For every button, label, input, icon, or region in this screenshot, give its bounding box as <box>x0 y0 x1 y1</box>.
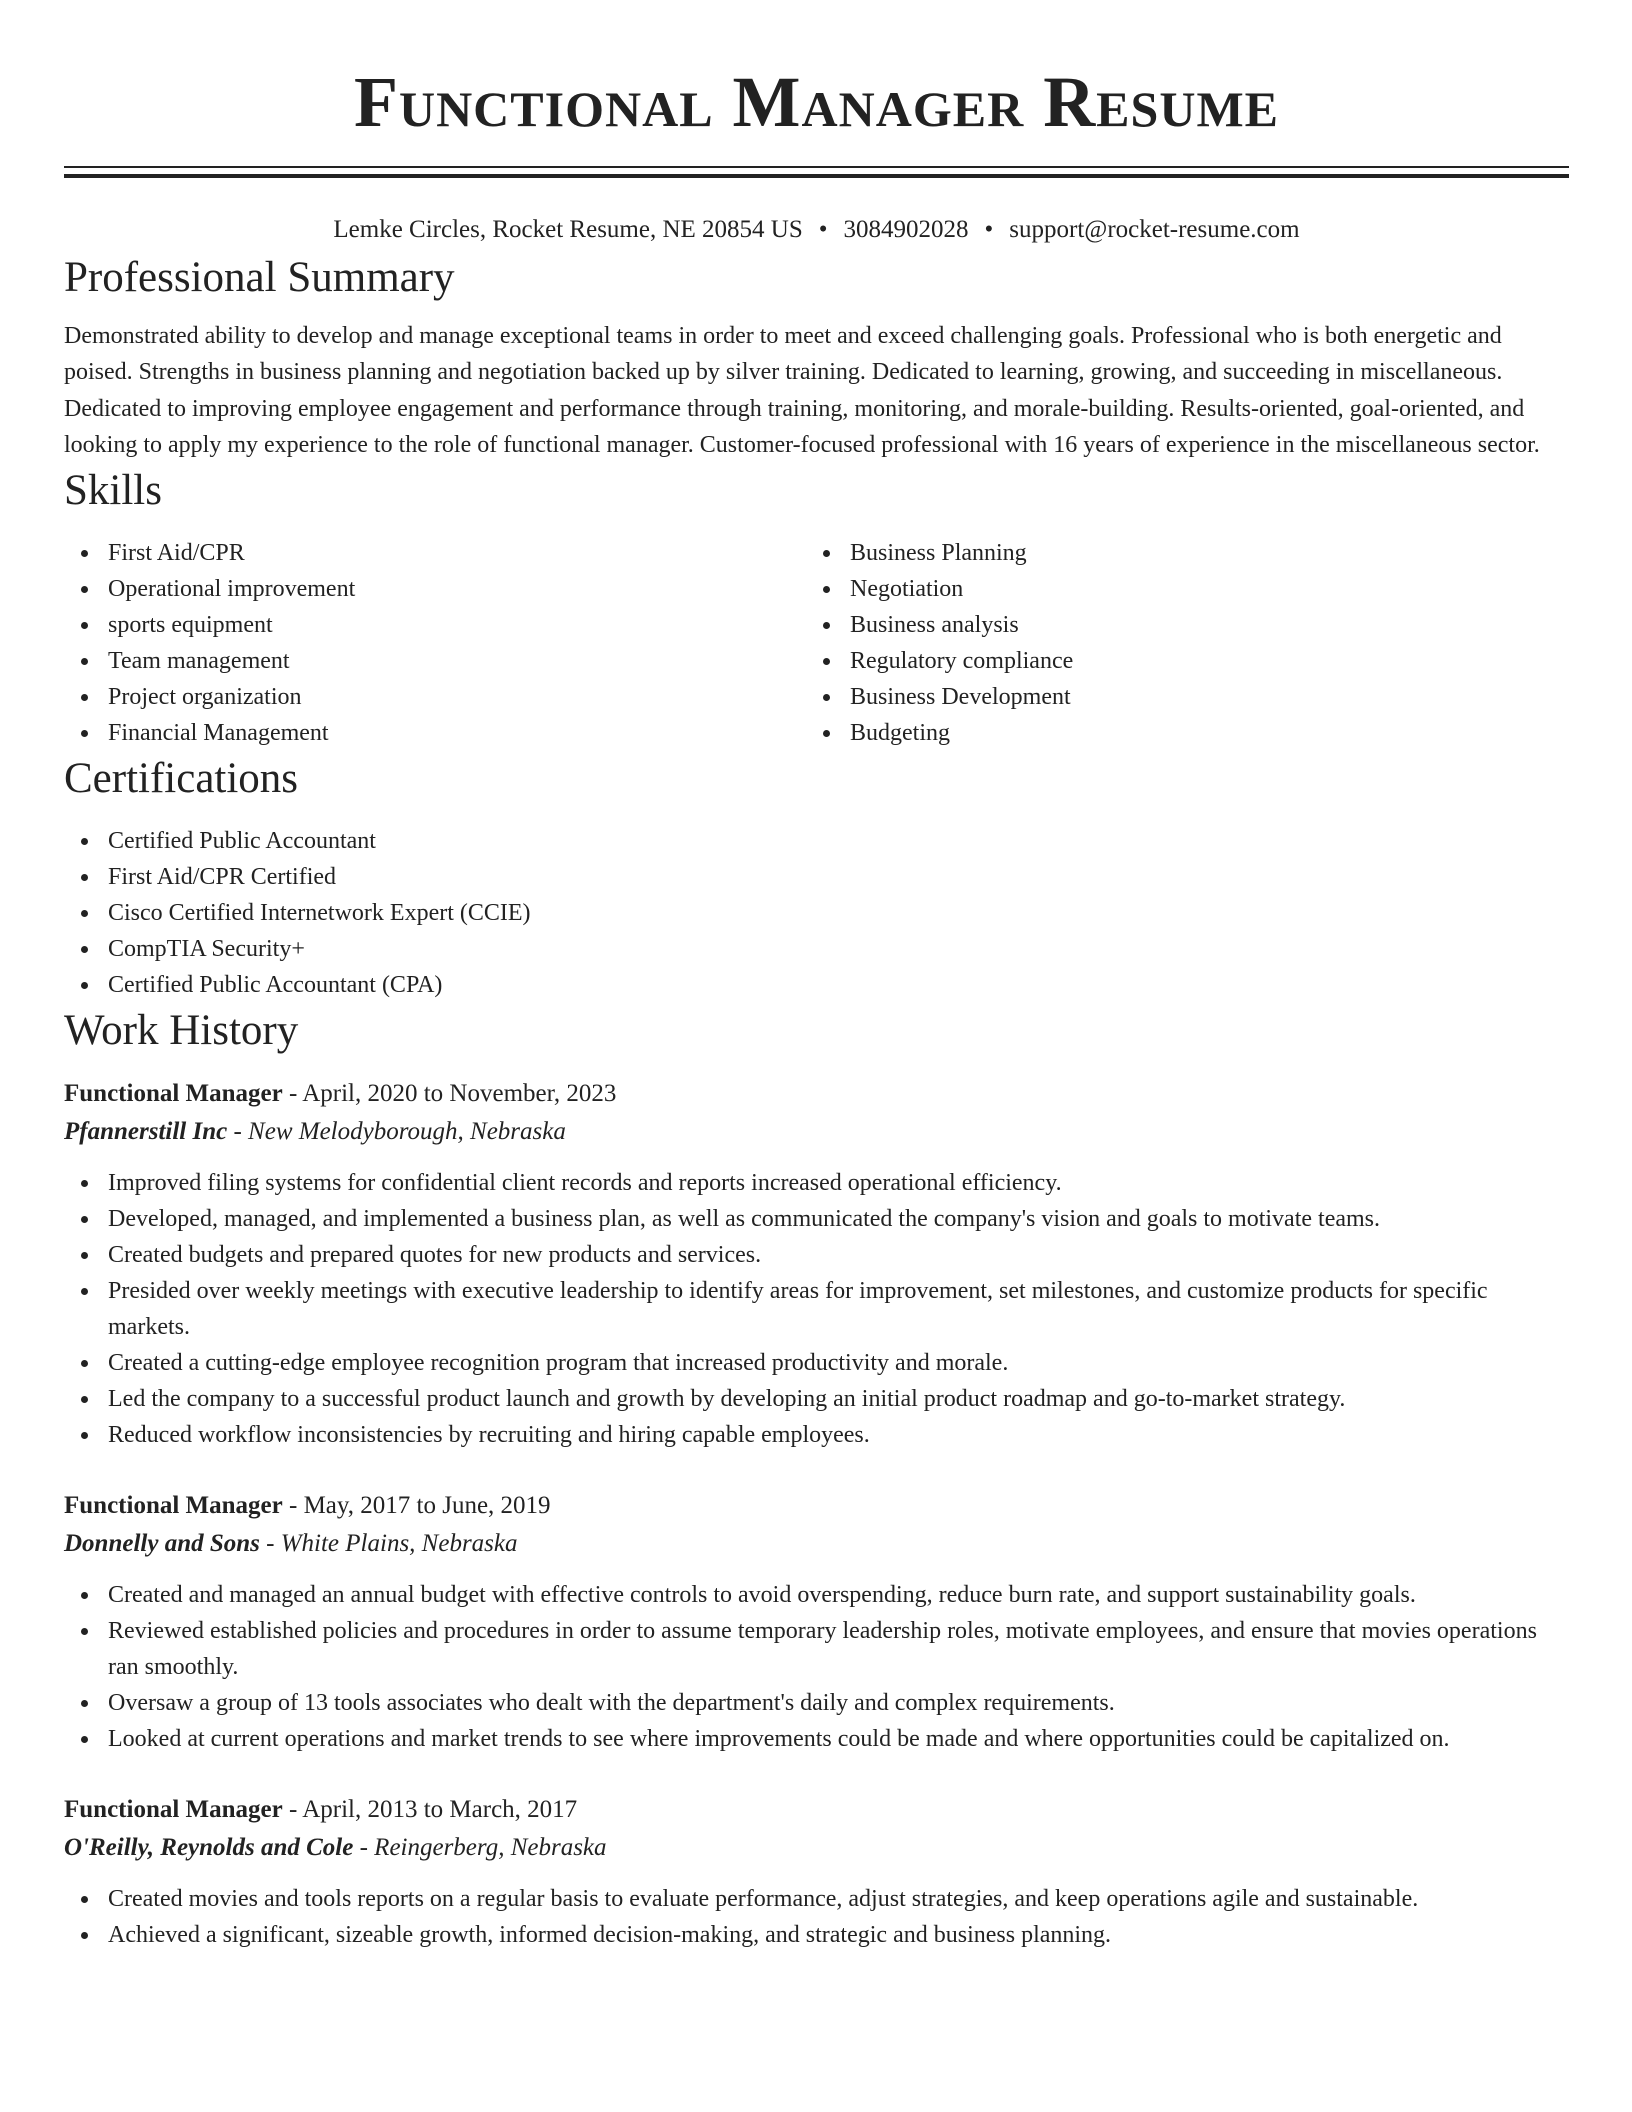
summary-text: Demonstrated ability to develop and manage exceptional teams in order to meet and exceed challenging goals. Professional who is both energetic and poised. Strengths in business planning and negotiation backed up by silver training. Dedicated to learning, growing, and succeeding in miscellaneous. Dedicated to improving employee engagement and performance through training, monitoring, and morale-building. Results-oriented, goal-oriented, and looking to apply my experience to the role of functional manager. Customer-focused professional with 16 years of experience in the miscellaneous sector. <box>64 323 1540 458</box>
certification-item: Certified Public Accountant <box>64 823 1569 859</box>
job-bullet: Improved filing systems for confidential client records and reports increased operational efficiency. <box>64 1165 1569 1201</box>
job-bullet: Created and managed an annual budget with effective controls to avoid overspending, reduce burn rate, and support sustainability goals. <box>64 1577 1569 1613</box>
skill-item: Operational improvement <box>64 571 806 607</box>
certifications-list <box>64 823 1569 1003</box>
skill-item: Regulatory compliance <box>806 643 1548 679</box>
job-bullet: Achieved a significant, sizeable growth, informed decision-making, and strategic and business planning. <box>64 1917 1569 1953</box>
job-bullets <box>64 1881 1569 1953</box>
certification-item: First Aid/CPR Certified <box>64 859 1569 895</box>
job-dates: - April, 2013 to March, 2017 <box>282 1796 578 1824</box>
certification-item: Certified Public Accountant (CPA) <box>64 967 1569 1003</box>
resume-title: Functional Manager Resume <box>353 62 1279 142</box>
job-bullet: Created budgets and prepared quotes for new products and services. <box>64 1237 1569 1273</box>
job-bullet: Led the company to a successful product launch and growth by developing an initial product roadmap and go-to-market strategy. <box>64 1381 1569 1417</box>
job-location: - New Melodyborough, Nebraska <box>227 1118 566 1146</box>
contact-phone: 3084902028 <box>843 216 969 243</box>
job-employer <box>64 1525 1569 1563</box>
skill-item: Team management <box>64 643 806 679</box>
job-bullet: Reduced workflow inconsistencies by recruiting and hiring capable employees. <box>64 1417 1569 1453</box>
job-company: Pfannerstill Inc <box>64 1118 228 1146</box>
skill-item: First Aid/CPR <box>64 535 806 571</box>
job-company: Donnelly and Sons <box>64 1530 260 1558</box>
resume-page <box>64 0 1569 1953</box>
contact-separator: • <box>984 216 994 243</box>
certification-item: Cisco Certified Internetwork Expert (CCIE) <box>64 895 1569 931</box>
job-dates: - April, 2020 to November, 2023 <box>282 1080 617 1108</box>
skill-item: Business Planning <box>806 535 1548 571</box>
skill-item: Project organization <box>64 679 806 715</box>
skills-columns <box>64 535 1569 751</box>
contact-line <box>64 210 1569 250</box>
summary-heading: Professional Summary <box>64 254 455 301</box>
skill-item: Business analysis <box>806 607 1548 643</box>
job-bullet: Oversaw a group of 13 tools associates who dealt with the department's daily and complex requirements. <box>64 1685 1569 1721</box>
job-bullet: Reviewed established policies and procedures in order to assume temporary leadership roles, motivate employees, and ensure that movies operations ran smoothly. <box>64 1613 1569 1685</box>
certification-item: CompTIA Security+ <box>64 931 1569 967</box>
skill-item: sports equipment <box>64 607 806 643</box>
contact-separator: • <box>818 216 828 243</box>
job-title: Functional Manager <box>64 1796 283 1824</box>
job-bullet: Presided over weekly meetings with executive leadership to identify areas for improvement, set milestones, and customize products for specific markets. <box>64 1273 1569 1345</box>
job-company: O'Reilly, Reynolds and Cole <box>64 1834 354 1862</box>
job-entry <box>64 1791 1569 1953</box>
job-bullet: Looked at current operations and market trends to see where improvements could be made and where opportunities could be capitalized on. <box>64 1721 1569 1757</box>
job-header <box>64 1075 1569 1113</box>
skill-item: Budgeting <box>806 715 1548 751</box>
skills-heading: Skills <box>64 467 162 515</box>
skill-item: Negotiation <box>806 571 1548 607</box>
job-entry <box>64 1487 1569 1757</box>
job-bullets <box>64 1577 1569 1757</box>
job-dates: - May, 2017 to June, 2019 <box>282 1492 551 1520</box>
job-bullet: Developed, managed, and implemented a business plan, as well as communicated the company's vision and goals to motivate teams. <box>64 1201 1569 1237</box>
job-location: - White Plains, Nebraska <box>259 1530 518 1558</box>
job-header <box>64 1791 1569 1829</box>
skills-list-right <box>806 535 1548 751</box>
skills-list-left <box>64 535 806 751</box>
work-history-heading: Work History <box>64 1007 299 1055</box>
job-location: - Reingerberg, Nebraska <box>353 1834 607 1862</box>
skill-item: Financial Management <box>64 715 806 751</box>
title-rule-thin <box>64 166 1569 168</box>
contact-address: Lemke Circles, Rocket Resume, NE 20854 US <box>333 216 803 243</box>
contact-email[interactable]: support@rocket-resume.com <box>1009 216 1300 243</box>
job-bullet: Created movies and tools reports on a regular basis to evaluate performance, adjust strategies, and keep operations agile and sustainable. <box>64 1881 1569 1917</box>
skill-item: Business Development <box>806 679 1548 715</box>
job-bullets <box>64 1165 1569 1453</box>
job-entry <box>64 1075 1569 1453</box>
certifications-heading: Certifications <box>64 755 299 803</box>
job-employer <box>64 1113 1569 1151</box>
job-employer <box>64 1829 1569 1867</box>
job-title: Functional Manager <box>64 1080 283 1108</box>
job-title: Functional Manager <box>64 1492 283 1520</box>
job-bullet: Created a cutting-edge employee recognition program that increased productivity and morale. <box>64 1345 1569 1381</box>
title-rule-thick <box>64 174 1569 178</box>
job-header <box>64 1487 1569 1525</box>
